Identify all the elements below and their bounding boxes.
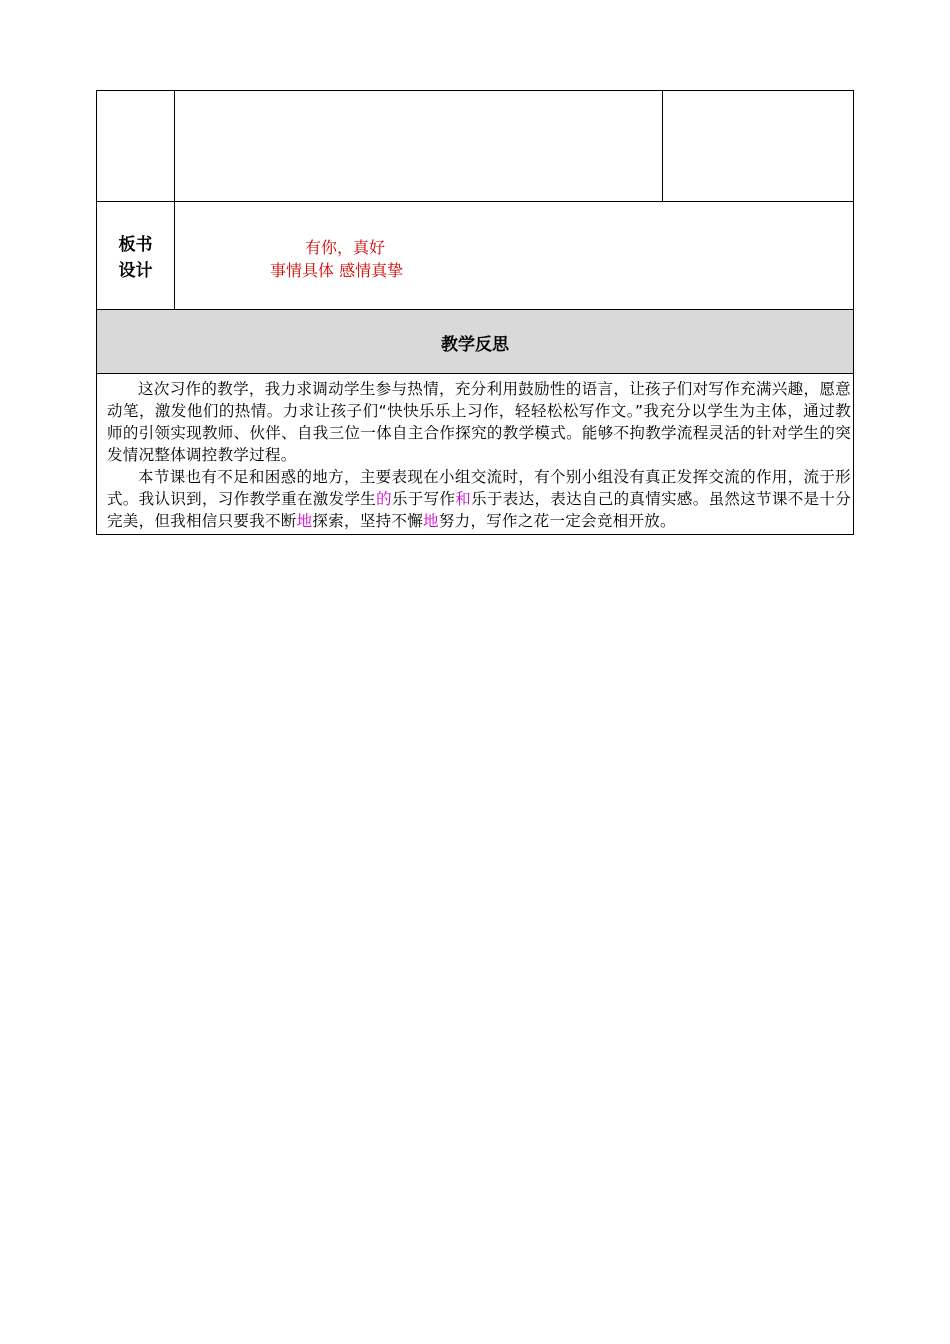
board-line-1: 有你，真好 [305, 238, 386, 257]
reflection-header-row [97, 310, 853, 374]
board-line-2: 事情具体 感情真挚 [270, 261, 404, 280]
empty-label-cell [97, 91, 175, 201]
para2-part-a: 本节课也有不足和困惑的地方，主要表现在小组交流时，有个别小组没有真正发挥交流的作用，流于形式。我认识到，习作教学重在激发学生 [107, 468, 851, 508]
board-design-label-cell [97, 202, 175, 309]
para2-part-d: 探索，坚持不懈 [312, 512, 424, 530]
lesson-plan-table [96, 90, 854, 535]
column-divider [662, 91, 663, 201]
label-line-2: 设计 [118, 261, 153, 281]
reflection-paragraph-1: 这次习作的教学，我力求调动学生参与热情，充分利用鼓励性的语言，让孩子们对写作充满兴趣，愿意动笔，激发他们的热情。力求让孩子们“快快乐乐上习作，轻轻松松写作文。”我充分以学生为主体，通过教师的引领实现教师、伙伴、自我三位一体自主合作探究的教学模式。能够不拘教学流程灵活的针对学生的突发情况整体调控教学过程。 [107, 380, 851, 464]
board-design-label [97, 232, 174, 284]
para2-highlight-3: 地 [296, 512, 313, 530]
para2-part-b: 乐于写作 [391, 490, 456, 508]
empty-row [97, 91, 853, 202]
reflection-paragraph-2 [97, 466, 853, 532]
para2-highlight-1: 的 [376, 490, 392, 508]
para2-highlight-2: 和 [455, 490, 472, 508]
para2-part-e: 努力，写作之花一定会竞相开放。 [438, 512, 676, 530]
reflection-title: 教学反思 [441, 335, 509, 355]
para2-part-c: 乐于表达，表达自己的真情实感。虽然这节课不是十分完美，但我相信只要我不断 [107, 490, 852, 530]
reflection-body-row [97, 374, 853, 534]
para2-highlight-4: 地 [423, 512, 439, 530]
label-line-1: 板书 [118, 235, 153, 255]
board-design-row [97, 202, 853, 310]
